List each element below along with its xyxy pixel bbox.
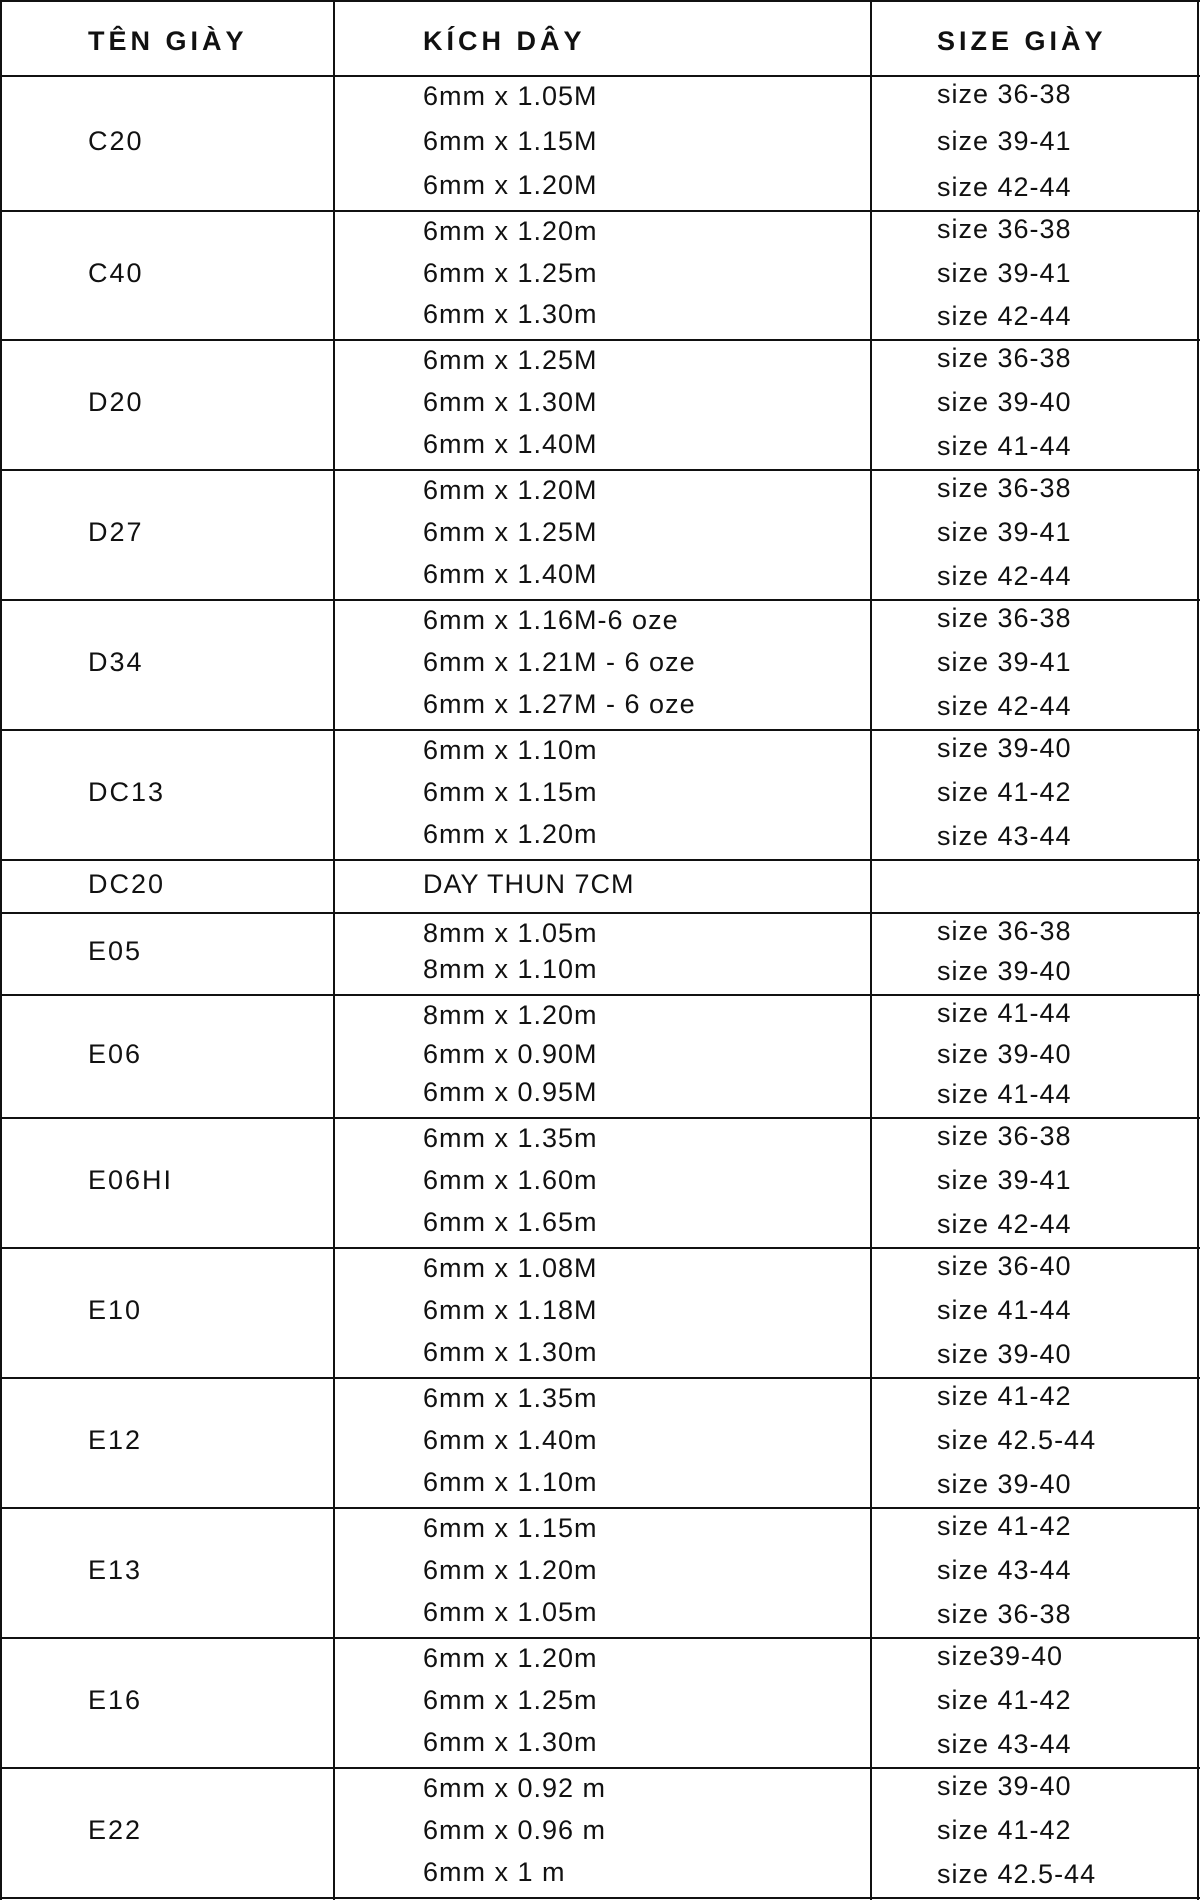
shoe-size-value: size39-40 [937, 1641, 1064, 1671]
shoe-size-value: size 42-44 [937, 691, 1072, 721]
shoe-size-value: size 43-44 [937, 1729, 1072, 1759]
shoe-size-value: size 42-44 [937, 301, 1072, 331]
shoe-size-value: size 39-40 [937, 1469, 1072, 1499]
shoe-model-name: E16 [88, 1685, 143, 1715]
lace-size-value: 6mm x 1.10m [423, 1467, 598, 1497]
row-divider [0, 1507, 1200, 1509]
lace-size-value: 6mm x 1.20m [423, 216, 598, 246]
shoe-size-value: size 39-40 [937, 387, 1072, 417]
shoe-size-value: size 41-42 [937, 1815, 1072, 1845]
shoe-size-value: size 39-40 [937, 956, 1072, 986]
lace-size-value: 6mm x 1.15M [423, 125, 598, 156]
lace-size-value: 6mm x 1.05m [423, 1597, 598, 1627]
shoe-size-value: size 41-44 [937, 1079, 1072, 1109]
lace-size-value: 6mm x 1.27M - 6 oze [423, 689, 696, 719]
lace-size-value: 6mm x 1.30m [423, 1337, 598, 1367]
shoe-size-value: size 36-38 [937, 473, 1072, 503]
lace-size-value: 6mm x 1.21M - 6 oze [423, 647, 696, 677]
shoe-size-value: size 43-44 [937, 1555, 1072, 1585]
shoe-model-name: E06HI [88, 1165, 174, 1195]
lace-size-value: DAY THUN 7CM [423, 868, 635, 899]
shoe-model-name: E22 [88, 1815, 143, 1845]
shoe-size-value: size 42-44 [937, 1209, 1072, 1239]
shoe-model-name: C40 [88, 257, 144, 288]
shoe-size-value: size 41-42 [937, 1685, 1072, 1715]
shoe-model-name: C20 [88, 125, 144, 156]
shoe-size-value: size 41-44 [937, 1295, 1072, 1325]
lace-size-value: 6mm x 1.18M [423, 1295, 598, 1325]
row-divider [0, 469, 1200, 471]
shoe-model-name: E05 [88, 936, 143, 966]
shoe-size-value: size 41-42 [937, 1381, 1072, 1411]
lace-size-value: 6mm x 0.96 m [423, 1815, 607, 1845]
shoe-size-value: size 39-40 [937, 1771, 1072, 1801]
shoe-size-value: size 36-40 [937, 1251, 1072, 1281]
row-divider [0, 1247, 1200, 1249]
shoe-model-name: D20 [88, 387, 144, 417]
shoe-size-value: size 36-38 [937, 916, 1072, 946]
lace-size-value: 6mm x 1.65m [423, 1207, 598, 1237]
header-lace-size: KÍCH DÂY [423, 26, 586, 56]
lace-size-value: 6mm x 1.20M [423, 475, 598, 505]
shoe-size-value: size 36-38 [937, 343, 1072, 373]
shoe-size-value: size 39-41 [937, 257, 1072, 288]
shoe-size-value: size 41-42 [937, 777, 1072, 807]
shoe-size-value: size 41-44 [937, 431, 1072, 461]
lace-size-value: 6mm x 1.20m [423, 1555, 598, 1585]
lace-size-value: 6mm x 1.30m [423, 1727, 598, 1757]
lace-size-value: 8mm x 1.20m [423, 1000, 598, 1030]
lace-size-value: 6mm x 1.40M [423, 559, 598, 589]
row-divider [0, 599, 1200, 601]
shoe-model-name: DC13 [88, 777, 166, 807]
shoe-size-value: size 36-38 [937, 1599, 1072, 1629]
column-divider [870, 0, 872, 1900]
shoe-size-value: size 39-40 [937, 1339, 1072, 1369]
row-divider [0, 1897, 1200, 1899]
shoe-size-value: size 42.5-44 [937, 1425, 1097, 1455]
shoe-size-value: size 41-42 [937, 1511, 1072, 1541]
shoe-size-value: size 39-41 [937, 517, 1072, 547]
row-divider [0, 1637, 1200, 1639]
lace-size-value: 6mm x 1.25m [423, 257, 598, 288]
lace-size-value: 6mm x 0.95M [423, 1077, 598, 1107]
lace-size-value: 6mm x 1.20M [423, 170, 598, 200]
lace-size-value: 6mm x 1.60m [423, 1165, 598, 1195]
shoe-model-name: E06 [88, 1038, 143, 1069]
lace-size-value: 6mm x 1.35m [423, 1383, 598, 1413]
shoe-size-value: size 42-44 [937, 172, 1072, 202]
shoe-size-value: size 42.5-44 [937, 1859, 1097, 1889]
column-divider [0, 0, 2, 1900]
shoe-size-value: size 36-38 [937, 79, 1072, 109]
row-divider [0, 339, 1200, 341]
lace-size-value: 6mm x 1.40m [423, 1425, 598, 1455]
lace-size-value: 6mm x 1.40M [423, 429, 598, 459]
row-divider [0, 75, 1200, 77]
column-divider [1197, 0, 1199, 1900]
lace-size-value: 6mm x 1.20m [423, 1643, 598, 1673]
lace-size-value: 6mm x 1.25M [423, 345, 598, 375]
lace-size-value: 6mm x 1.25M [423, 517, 598, 547]
shoe-model-name: D34 [88, 647, 144, 677]
shoe-size-value: size 42-44 [937, 561, 1072, 591]
row-divider [0, 1767, 1200, 1769]
shoe-model-name: DC20 [88, 868, 166, 899]
shoe-model-name: E13 [88, 1555, 143, 1585]
lace-size-value: 6mm x 1.15m [423, 777, 598, 807]
shoe-model-name: D27 [88, 517, 144, 547]
lace-size-value: 6mm x 1.05M [423, 81, 598, 111]
shoe-size-value: size 39-41 [937, 647, 1072, 677]
shoe-size-value: size 36-38 [937, 1121, 1072, 1151]
shoe-size-value: size 39-40 [937, 1038, 1072, 1069]
header-shoe-name: TÊN GIÀY [88, 26, 248, 56]
lace-size-value: 6mm x 1.08M [423, 1253, 598, 1283]
lace-size-value: 6mm x 1.20m [423, 819, 598, 849]
lace-size-value: 6mm x 1.16M-6 oze [423, 605, 679, 635]
shoe-size-value: size 41-44 [937, 998, 1072, 1028]
shoe-model-name: E10 [88, 1295, 143, 1325]
shoe-size-value: size 36-38 [937, 603, 1072, 633]
lace-size-value: 6mm x 1.15m [423, 1513, 598, 1543]
shoe-size-value: size 36-38 [937, 214, 1072, 244]
lace-size-value: 6mm x 1.25m [423, 1685, 598, 1715]
row-divider [0, 859, 1200, 861]
lace-size-value: 6mm x 1 m [423, 1857, 566, 1887]
lace-size-value: 6mm x 1.30M [423, 387, 598, 417]
lace-size-value: 8mm x 1.05m [423, 918, 598, 948]
shoe-size-value: size 43-44 [937, 821, 1072, 851]
row-divider [0, 912, 1200, 914]
lace-size-value: 6mm x 1.35m [423, 1123, 598, 1153]
shoe-size-value: size 39-41 [937, 125, 1072, 156]
shoe-model-name: E12 [88, 1425, 143, 1455]
shoe-size-value: size 39-40 [937, 733, 1072, 763]
column-divider [333, 0, 335, 1900]
lace-size-value: 6mm x 0.90M [423, 1038, 598, 1069]
row-divider [0, 994, 1200, 996]
lace-size-value: 6mm x 0.92 m [423, 1773, 607, 1803]
lace-size-value: 6mm x 1.30m [423, 299, 598, 329]
row-divider [0, 1117, 1200, 1119]
shoe-size-value: size 39-41 [937, 1165, 1072, 1195]
row-divider [0, 1377, 1200, 1379]
row-divider [0, 0, 1200, 2]
lace-size-value: 8mm x 1.10m [423, 954, 598, 984]
row-divider [0, 729, 1200, 731]
row-divider [0, 210, 1200, 212]
lace-size-value: 6mm x 1.10m [423, 735, 598, 765]
header-shoe-size: SIZE GIÀY [937, 26, 1107, 56]
